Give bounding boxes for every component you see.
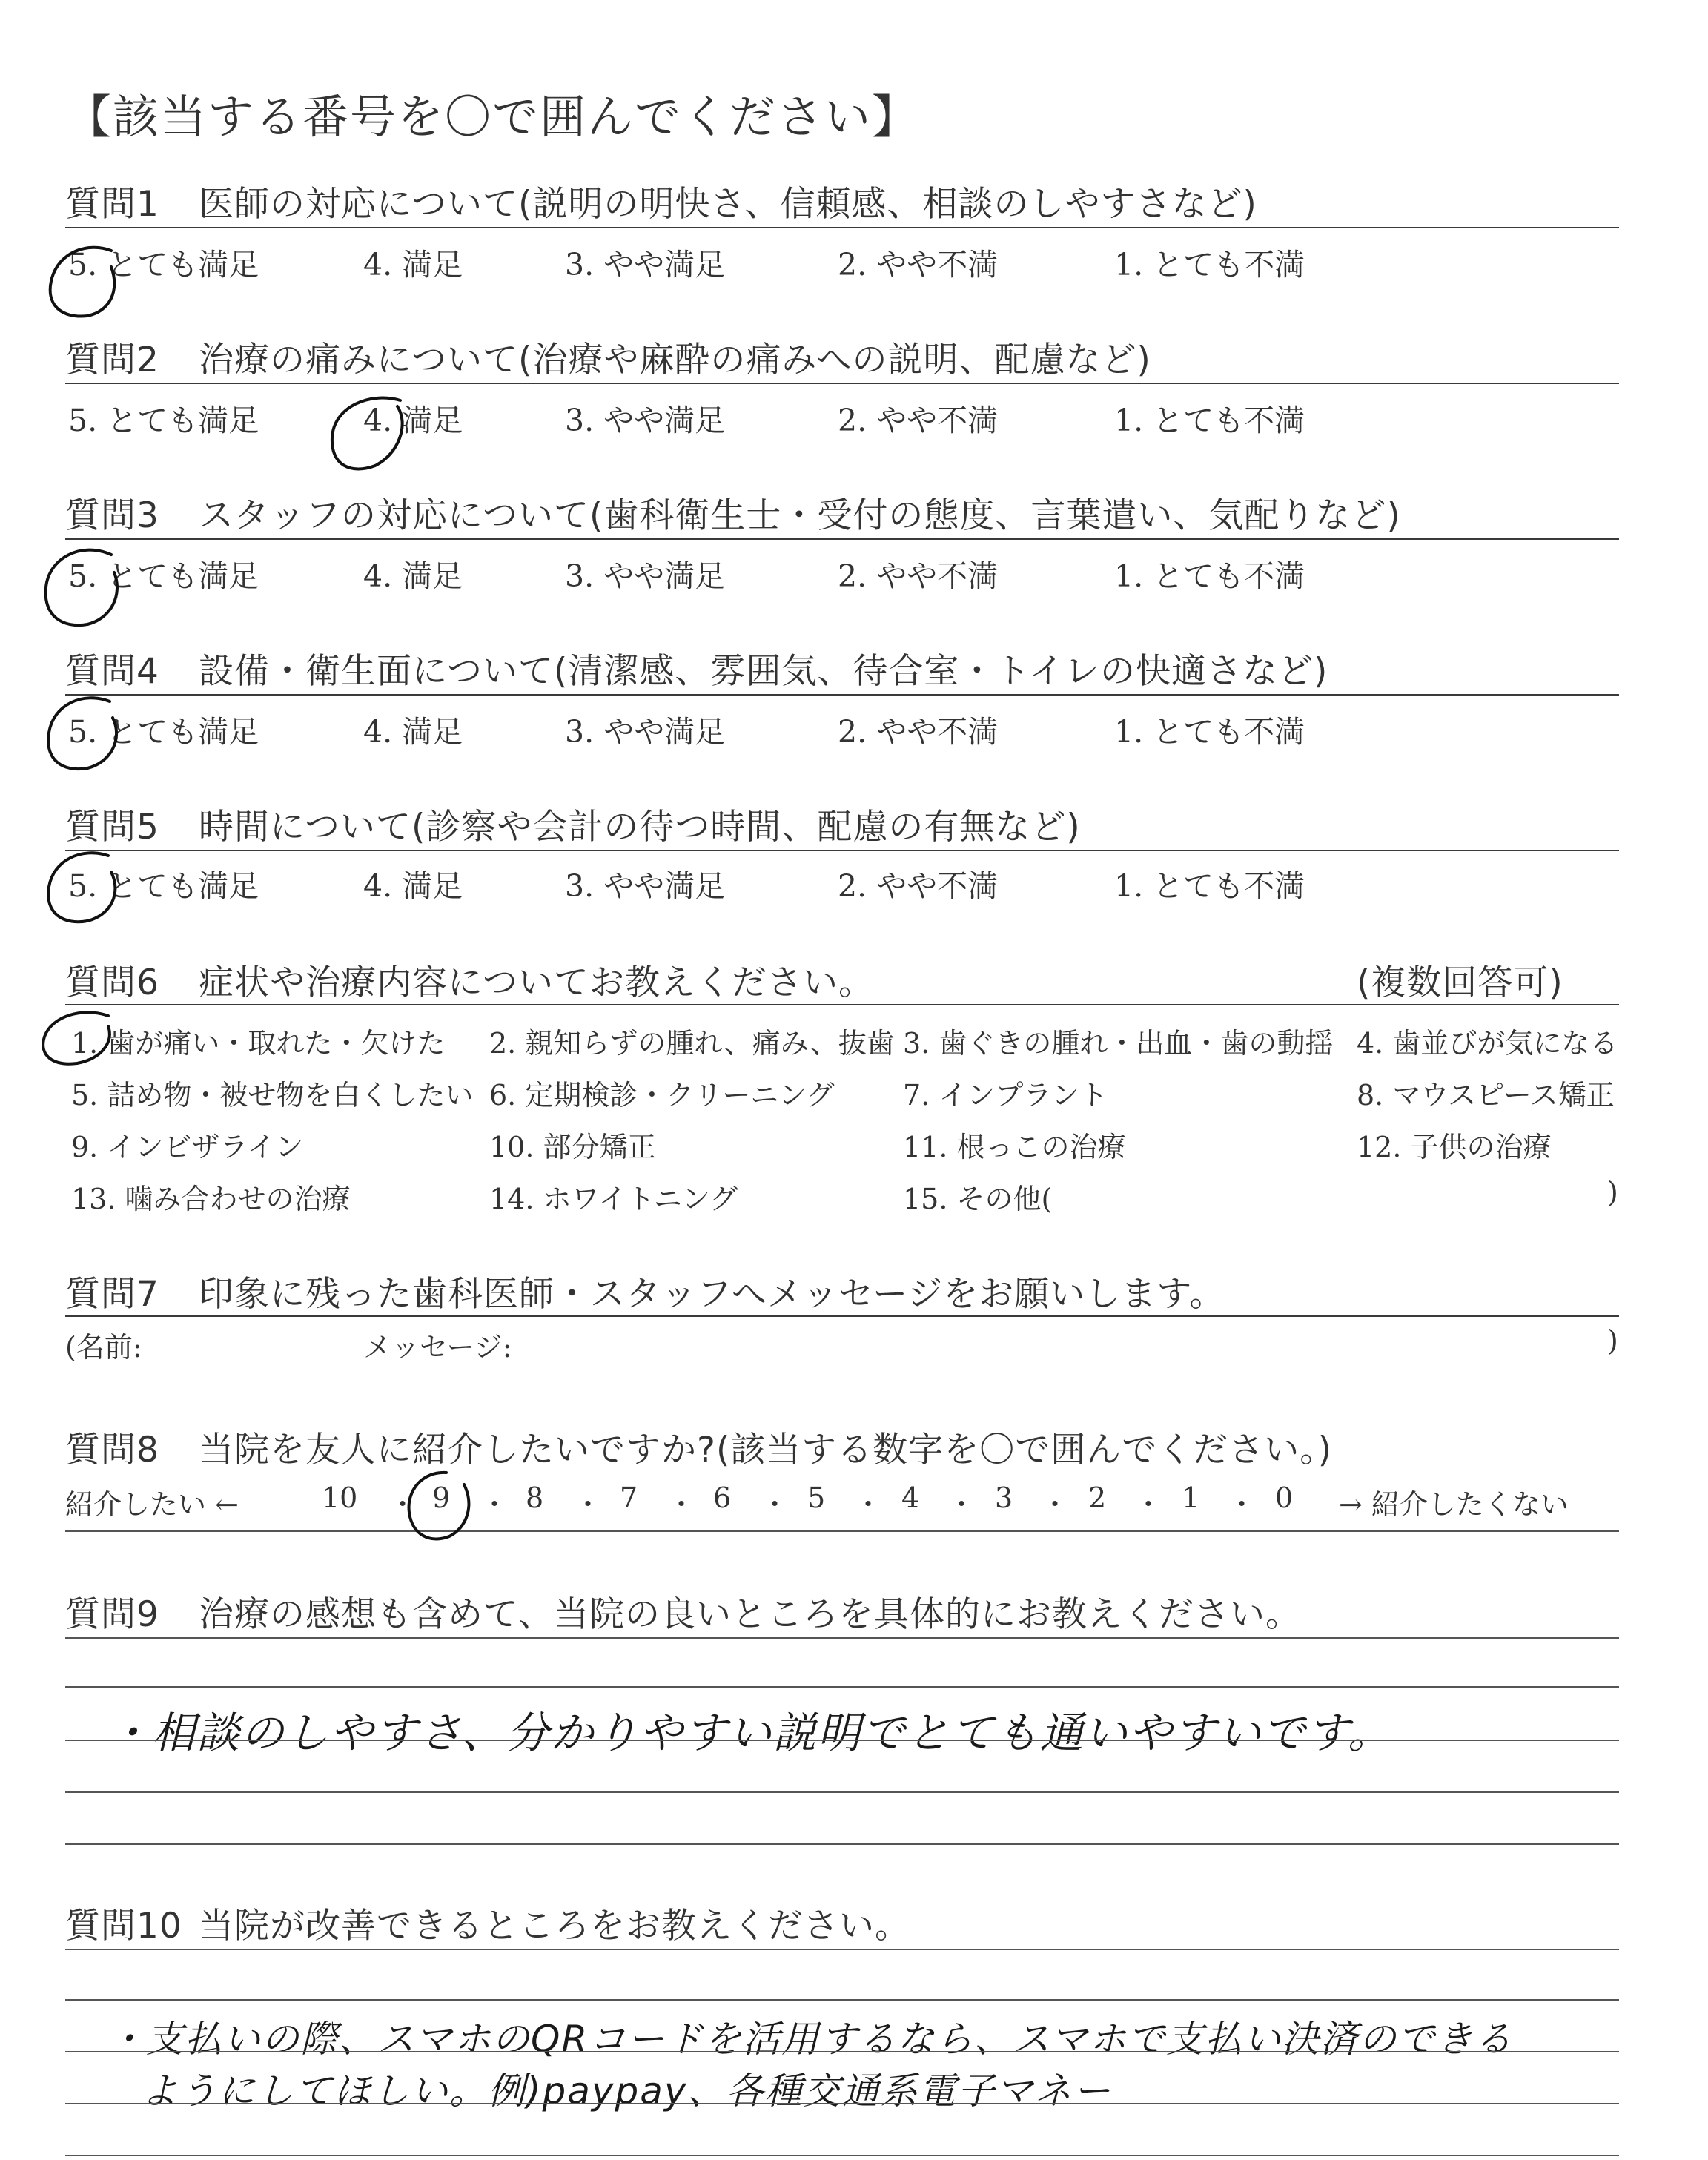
q10-handwritten-answer-line2: ようにしてほしい。例)paypay、各種交通系電子マネー bbox=[141, 2070, 1112, 2113]
q7-close-paren: ) bbox=[1607, 1324, 1618, 1357]
q8-dot: ・ bbox=[574, 1488, 603, 1521]
q8-dot: ・ bbox=[947, 1488, 976, 1521]
q8-dot: ・ bbox=[480, 1488, 509, 1521]
q5-selection-circle bbox=[48, 853, 115, 922]
q8-scale-6[interactable]: 6 bbox=[713, 1482, 732, 1514]
q4-label: 質問4 bbox=[65, 651, 159, 692]
q4-option-5[interactable]: 5. とても満足 bbox=[68, 714, 259, 750]
q6-item-7[interactable]: 7. インプラント bbox=[903, 1079, 1108, 1112]
q8-dot: ・ bbox=[761, 1488, 790, 1521]
q7-text: 印象に残った歯科医師・スタッフへメッセージをお願いします。 bbox=[199, 1274, 1225, 1315]
q6-item-14[interactable]: 14. ホワイトニング bbox=[489, 1183, 738, 1215]
q1-option-4[interactable]: 4. 満足 bbox=[363, 247, 463, 283]
q8-dot: ・ bbox=[1228, 1488, 1257, 1521]
q6-item-1[interactable]: 1. 歯が痛い・取れた・欠けた bbox=[71, 1027, 446, 1060]
q8-scale-2[interactable]: 2 bbox=[1088, 1482, 1107, 1514]
q8-scale-9[interactable]: 9 bbox=[432, 1482, 451, 1514]
q5-option-4[interactable]: 4. 満足 bbox=[363, 868, 463, 904]
q1-text: 医師の対応について(説明の明快さ、信頼感、相談のしやすさなど) bbox=[199, 184, 1257, 225]
q3-selection-circle bbox=[46, 550, 117, 625]
q6-item-4[interactable]: 4. 歯並びが気になる bbox=[1357, 1027, 1618, 1060]
q7-label: 質問7 bbox=[65, 1274, 159, 1315]
q3-text: スタッフの対応について(歯科衛生士・受付の態度、言葉遣い、気配りなど) bbox=[199, 495, 1401, 536]
q7-name-label: (名前: bbox=[65, 1331, 142, 1364]
q8-scale-0[interactable]: 0 bbox=[1275, 1482, 1294, 1514]
q3-option-2[interactable]: 2. やや不満 bbox=[838, 558, 999, 594]
q2-selection-circle bbox=[332, 398, 403, 469]
q10-handwritten-answer-line1: ・支払いの際、スマホのQRコードを活用するなら、スマホで支払い決済のできる bbox=[107, 2018, 1514, 2061]
q2-text: 治療の痛みについて(治療や麻酔の痛みへの説明、配慮など) bbox=[199, 340, 1151, 380]
q6-item-8[interactable]: 8. マウスピース矯正 bbox=[1357, 1079, 1615, 1112]
q8-scale-8[interactable]: 8 bbox=[526, 1482, 544, 1514]
q4-option-3[interactable]: 3. やや満足 bbox=[565, 714, 726, 750]
q8-scale-1[interactable]: 1 bbox=[1182, 1482, 1200, 1514]
q4-text: 設備・衛生面について(清潔感、雰囲気、待合室・トイレの快適さなど) bbox=[199, 651, 1328, 692]
q3-option-4[interactable]: 4. 満足 bbox=[363, 558, 463, 594]
q10-label: 質問10 bbox=[65, 1906, 182, 1946]
q6-item-11[interactable]: 11. 根っこの治療 bbox=[903, 1131, 1126, 1163]
q2-option-5[interactable]: 5. とても満足 bbox=[68, 403, 259, 438]
q6-item-9[interactable]: 9. インビザライン bbox=[71, 1131, 304, 1163]
q8-selection-circle bbox=[409, 1473, 469, 1539]
q5-label: 質問5 bbox=[65, 807, 159, 848]
q6-text: 症状や治療内容についてお教えください。 bbox=[199, 962, 875, 1003]
q8-scale-10[interactable]: 10 bbox=[322, 1482, 358, 1514]
q9-text: 治療の感想も含めて、当院の良いところを具体的にお教えください。 bbox=[199, 1594, 1302, 1635]
q1-label: 質問1 bbox=[65, 184, 159, 225]
q3-option-5[interactable]: 5. とても満足 bbox=[68, 558, 259, 594]
q8-scale-5[interactable]: 5 bbox=[807, 1482, 826, 1514]
q9-handwritten-answer: ・相談のしやすさ、分かりやすい説明でとても通いやすいです。 bbox=[107, 1708, 1393, 1758]
q8-text: 当院を友人に紹介したいですか?(該当する数字を〇で囲んでください。) bbox=[199, 1430, 1333, 1470]
q1-option-1[interactable]: 1. とても不満 bbox=[1114, 247, 1305, 283]
q2-option-2[interactable]: 2. やや不満 bbox=[838, 403, 999, 438]
q8-dot: ・ bbox=[667, 1488, 696, 1521]
q2-option-1[interactable]: 1. とても不満 bbox=[1114, 403, 1305, 438]
q6-item-5[interactable]: 5. 詰め物・被せ物を白くしたい bbox=[71, 1079, 474, 1112]
q8-scale-7[interactable]: 7 bbox=[620, 1482, 638, 1514]
q6-item-3[interactable]: 3. 歯ぐきの腫れ・出血・歯の動揺 bbox=[903, 1027, 1334, 1060]
q8-dot: ・ bbox=[388, 1488, 417, 1521]
q6-item-13[interactable]: 13. 噛み合わせの治療 bbox=[71, 1183, 351, 1215]
q2-option-4[interactable]: 4. 満足 bbox=[363, 403, 463, 438]
q3-option-3[interactable]: 3. やや満足 bbox=[565, 558, 726, 594]
page-title: 【該当する番号を〇で囲んでください】 bbox=[65, 90, 920, 144]
q5-text: 時間について(診察や会計の待つ時間、配慮の有無など) bbox=[199, 807, 1081, 848]
q5-option-3[interactable]: 3. やや満足 bbox=[565, 868, 726, 904]
q5-option-5[interactable]: 5. とても満足 bbox=[68, 868, 259, 904]
q8-right-label: → 紹介したくない bbox=[1339, 1488, 1569, 1521]
q8-label: 質問8 bbox=[65, 1430, 159, 1470]
q4-selection-circle bbox=[48, 698, 116, 769]
q9-label: 質問9 bbox=[65, 1594, 159, 1635]
q8-scale-3[interactable]: 3 bbox=[995, 1482, 1013, 1514]
q3-label: 質問3 bbox=[65, 495, 159, 536]
q3-option-1[interactable]: 1. とても不満 bbox=[1114, 558, 1305, 594]
q1-selection-circle bbox=[50, 248, 115, 317]
q6-selection-circle bbox=[43, 1012, 110, 1063]
q6-item-2[interactable]: 2. 親知らずの腫れ、痛み、抜歯 bbox=[489, 1027, 895, 1060]
q6-other-close-paren: ) bbox=[1607, 1176, 1618, 1209]
q2-label: 質問2 bbox=[65, 340, 159, 380]
q10-text: 当院が改善できるところをお教えください。 bbox=[199, 1906, 910, 1946]
q5-option-2[interactable]: 2. やや不満 bbox=[838, 868, 999, 904]
q8-dot: ・ bbox=[1041, 1488, 1070, 1521]
q2-option-3[interactable]: 3. やや満足 bbox=[565, 403, 726, 438]
q8-dot: ・ bbox=[854, 1488, 883, 1521]
q7-message-label: メッセージ: bbox=[363, 1331, 512, 1364]
q6-note: (複数回答可) bbox=[1357, 962, 1563, 1003]
q1-option-3[interactable]: 3. やや満足 bbox=[565, 247, 726, 283]
q6-item-6[interactable]: 6. 定期検診・クリーニング bbox=[489, 1079, 835, 1112]
q6-item-10[interactable]: 10. 部分矯正 bbox=[489, 1131, 656, 1163]
q6-label: 質問6 bbox=[65, 962, 159, 1003]
q6-item-15[interactable]: 15. その他( bbox=[903, 1183, 1053, 1215]
q1-option-2[interactable]: 2. やや不満 bbox=[838, 247, 999, 283]
q4-option-4[interactable]: 4. 満足 bbox=[363, 714, 463, 750]
q6-item-12[interactable]: 12. 子供の治療 bbox=[1357, 1131, 1552, 1163]
q1-option-5[interactable]: 5. とても満足 bbox=[68, 247, 259, 283]
q4-option-2[interactable]: 2. やや不満 bbox=[838, 714, 999, 750]
q4-option-1[interactable]: 1. とても不満 bbox=[1114, 714, 1305, 750]
q8-left-label: 紹介したい ← bbox=[65, 1488, 239, 1521]
q8-dot: ・ bbox=[1134, 1488, 1163, 1521]
q8-scale-4[interactable]: 4 bbox=[901, 1482, 920, 1514]
q5-option-1[interactable]: 1. とても不満 bbox=[1114, 868, 1305, 904]
